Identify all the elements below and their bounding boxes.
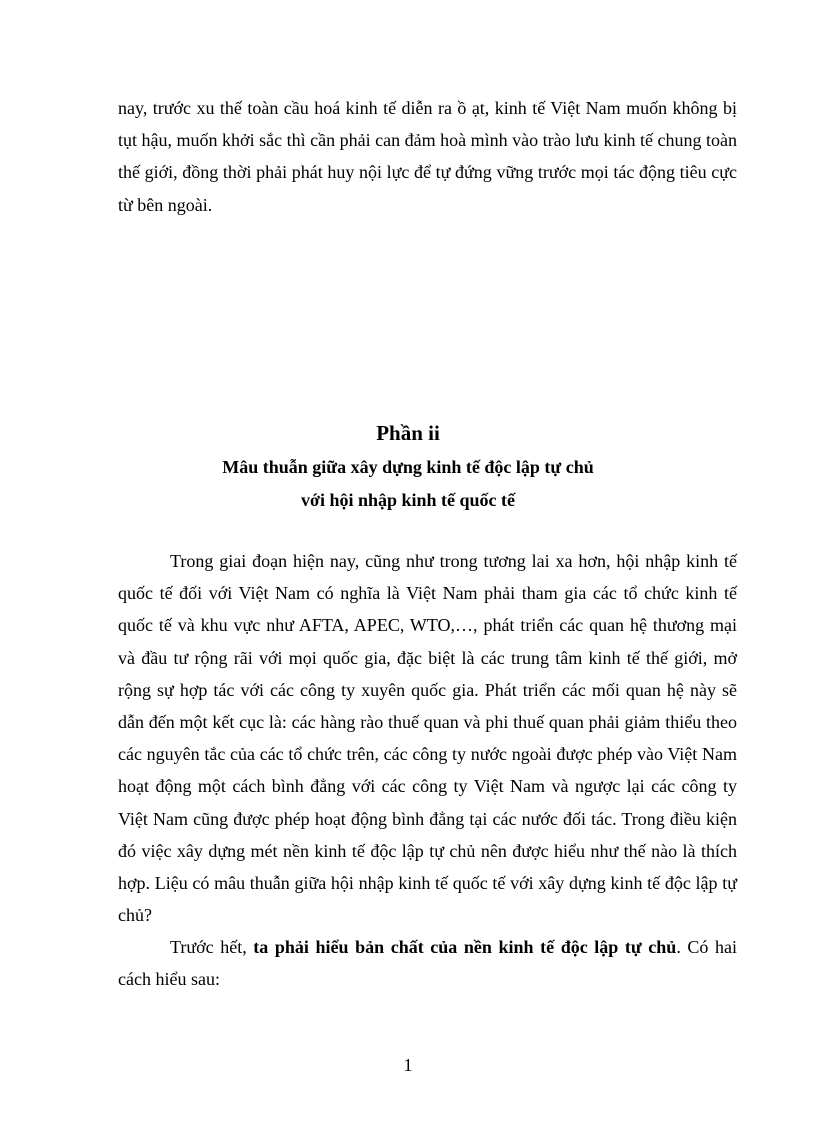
section-title-line-1: Mâu thuẫn giữa xây dựng kinh tế độc lập tự chủ: [222, 457, 594, 477]
paragraph-integration: Trong giai đoạn hiện nay, cũng như trong tương lai xa hơn, hội nhập kinh tế quốc tế đối với Việt Nam có nghĩa là Việt Nam phải tham gia các tổ chức kinh tế quốc tế và khu vực như AFTA, APEC, WTO,…, phát triển các quan hệ thương mại và đầu tư rộng rãi với mọi quốc gia, đặc biệt là các trung tâm kinh tế thế giới, mở rộng sự hợp tác với các công ty xuyên quốc gia. Phát triển các mối quan hệ này sẽ dẫn đến một kết cục là: các hàng rào thuế quan và phi thuế quan phải giảm thiểu theo các nguyên tắc của các tổ chức trên, các công ty nước ngoài được phép vào Việt Nam hoạt động một cách bình đẳng với các công ty Việt Nam và ngược lại các công ty Việt Nam cũng được phép hoạt động bình đẳng tại các nước đối tác. Trong điều kiện đó việc xây dựng mét nền kinh tế độc lập tự chủ nên được hiểu như thế nào là thích hợp. Liệu có mâu thuẫn giữa hội nhập kinh tế quốc tế với xây dựng kinh tế độc lập tự chủ?: [118, 551, 737, 926]
section-title-line-2: với hội nhập kinh tế quốc tế: [300, 490, 516, 510]
section-part-label: Phần ii: [376, 421, 440, 445]
page-number: 1: [403, 1055, 413, 1075]
paragraph-first-point-bold: ta phải hiểu bản chất của nền kinh tế độc lập tự chủ: [253, 937, 677, 957]
paragraph-first-point: [118, 931, 737, 995]
paragraph-first-point-suffix: . Có hai cách hiểu sau:: [118, 937, 737, 990]
paragraph-first-point-prefix: Trước hết,: [170, 937, 254, 957]
paragraph-continuation: nay, trước xu thế toàn cầu hoá kinh tế diễn ra ồ ạt, kinh tế Việt Nam muốn không bị tụt hậu, muốn khởi sắc thì cần phải can đảm hoà mình vào trào lưu kinh tế chung toàn thế giới, đồng thời phải phát huy nội lực để tự đứng vững trước mọi tác động tiêu cực từ bên ngoài.: [118, 98, 737, 215]
